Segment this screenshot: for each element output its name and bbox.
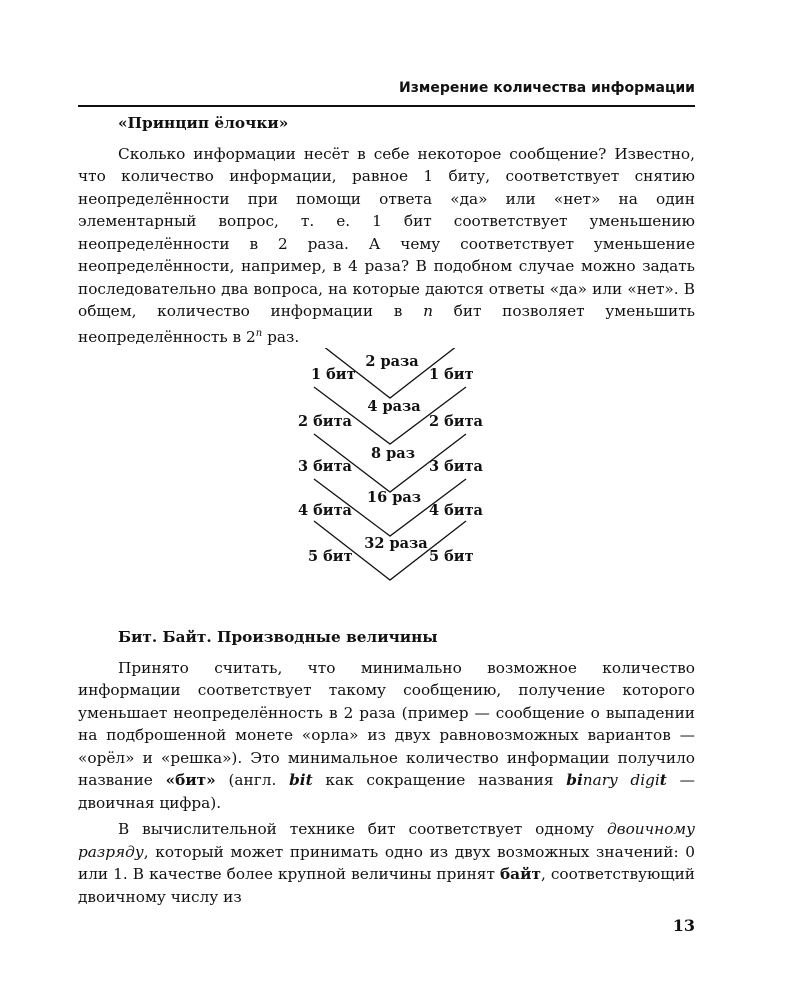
level-5-left-label: 5 бит	[308, 548, 353, 566]
paragraph-bit-definition: Принято считать, что минимально возможное количество информации соответствует такому сообщению, получение которого уменьшает неопределённость в 2 раза (пример — сообщение о выпадении на подброшенной монете «орла» из двух равновозможных вариантов — «орёл» и «решка»). Это минимальное количество информации получило название «бит» (англ. bit как сокращение названия binary digit — двоичная цифра).	[78, 658, 695, 812]
page-number: 13	[672, 916, 695, 935]
level-1-right-label: 1 бит	[429, 366, 474, 384]
variable-n: n	[423, 302, 433, 320]
paragraph-byte: В вычислительной технике бит соответствует одному двоичному разряду, который может принимать одно из двух возможных значений: 0 или 1. В качестве более крупной величины принят байт, соответствующий двоичному числу из	[78, 820, 695, 906]
header-rule	[78, 105, 695, 107]
level-3-center-label: 8 раз	[371, 445, 415, 463]
superscript-n: n	[255, 327, 263, 339]
term-byte: байт	[499, 865, 541, 884]
running-title: Измерение количества информации	[399, 80, 695, 96]
fir-tree-diagram	[78, 348, 695, 626]
level-1-center-label: 2 раза	[365, 353, 419, 371]
level-5-right-label: 5 бит	[429, 548, 474, 566]
level-3-left-label: 3 бита	[298, 458, 352, 476]
section-heading-bit-byte: Бит. Байт. Производные величины	[118, 628, 438, 647]
term-bit: «бит»	[165, 771, 216, 790]
level-2-center-label: 4 раза	[367, 398, 421, 416]
level-4-center-label: 16 раз	[366, 489, 422, 507]
fir-tree-svg	[78, 348, 695, 626]
level-4-right-label: 4 бита	[429, 502, 483, 520]
section-heading-principle: «Принцип ёлочки»	[118, 114, 289, 132]
paragraph-principle: Сколько информации несёт в себе некоторое сообщение? Известно, что количество информации, равное 1 биту, соответствует снятию неопределённости при помощи ответа «да» или «нет» на один элементарный вопрос, т. е. 1 бит соответствует уменьшению неопределённости в 2 раза. А чему соответствует уменьшение неопределённости, например, в 4 раза? В подобном случае можно задать последовательно два вопроса, на которые даются ответы «да» или «нет». В общем, количество информации в n бит позволяет уменьшить неопределённость в 2$^n$ раз.	[78, 144, 695, 346]
term-bit-english: bit	[289, 771, 313, 790]
level-2-right-label: 2 бита	[429, 413, 483, 431]
term-binary-digit: двоичному разряду	[78, 820, 695, 861]
level-1-left-label: 1 бит	[311, 366, 356, 384]
level-4-left-label: 4 бита	[298, 502, 352, 520]
level-2-left-label: 2 бита	[298, 413, 352, 431]
level-5-center-label: 32 раза	[364, 535, 428, 553]
main-text	[78, 112, 695, 908]
level-3-right-label: 3 бита	[429, 458, 483, 476]
